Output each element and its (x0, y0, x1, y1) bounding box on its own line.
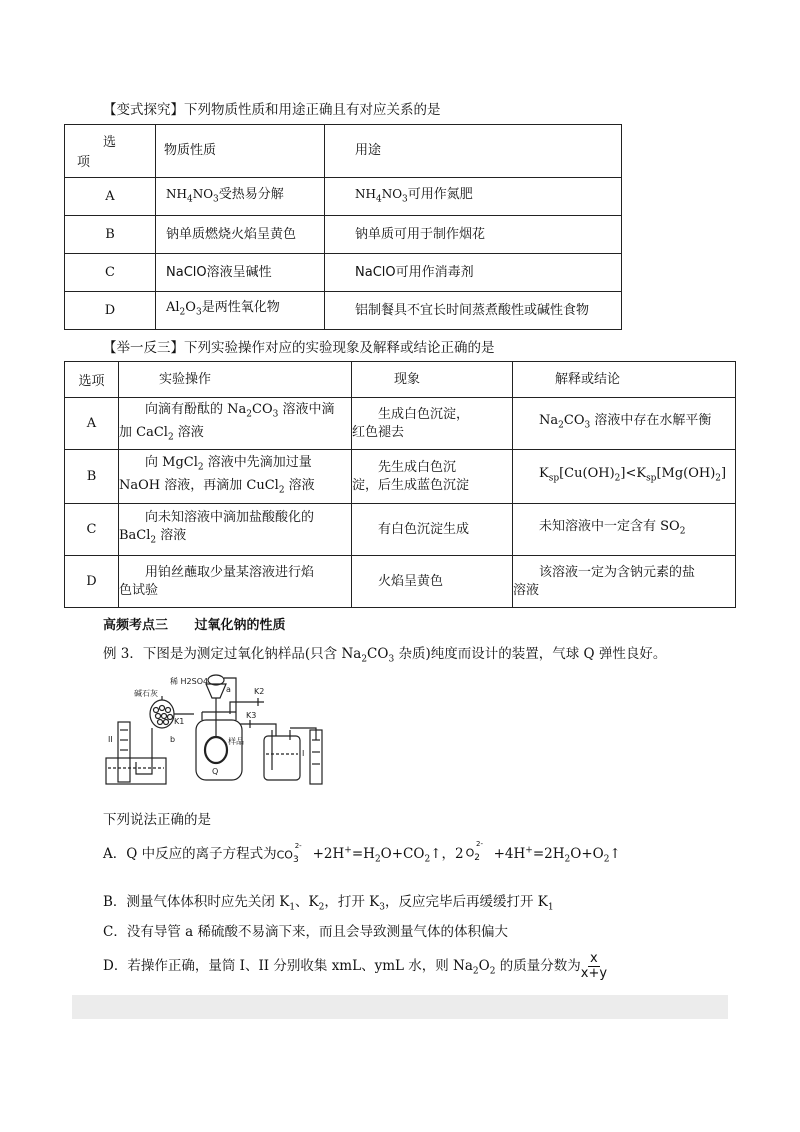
balloon-q (205, 737, 227, 763)
practice-table (64, 361, 736, 608)
option-b: B (65, 450, 119, 504)
label-a: a (226, 685, 231, 694)
example-text: 例 3．下图是为测定过氧化钠样品(只含 $Na_2CO_3$ 杂质)纯度而设计的装置，气球 Q 弹性良好。 (103, 646, 667, 665)
operation-b: 向 MgCl$_2$ 溶液中先滴加过量 NaOH 溶液，再滴加 CuCl$_2$ 溶液 (119, 450, 352, 504)
operation-a: 向滴有酚酞的 $Na_2CO_3$ 溶液中滴 加 CaCl$_2$ 溶液 (119, 398, 352, 450)
table-row (65, 398, 736, 450)
table-row (65, 125, 622, 178)
table-row (65, 292, 622, 330)
phenomenon-c: 有白色沉淀生成 (352, 504, 513, 556)
table-row (65, 556, 736, 608)
conclusion-d: 该溶液一定为含钠元素的盐 溶液 (513, 556, 736, 608)
header-phenomenon: 现象 (352, 362, 513, 398)
property-a: $NH_4NO_3$受热易分解 (156, 178, 325, 216)
option-a: A (65, 398, 119, 450)
variant-heading: 【变式探究】下列物质性质和用途正确且有对应关系的是 (103, 102, 441, 118)
use-a: $NH_4NO_3$可用作氮肥 (325, 178, 622, 216)
option-c: C (65, 504, 119, 556)
label-k2: K2 (254, 687, 265, 696)
operation-d: 用铂丝蘸取少量某溶液进行焰 色试验 (119, 556, 352, 608)
wash-bottle (264, 736, 300, 780)
table-row (65, 216, 622, 254)
property-d: $Al_2O_3$是两性氧化物 (156, 292, 325, 330)
label-k3: K3 (246, 711, 257, 720)
header-operation: 实验操作 (119, 362, 352, 398)
label-soda-lime: 碱石灰 (134, 689, 158, 698)
footer-bar (72, 995, 728, 1019)
conclusion-b: $K_{sp}[Cu(OH)_2]<K_{sp}[Mg(OH)_2]$ (513, 450, 736, 504)
use-b: 钠单质可用于制作烟花 (325, 216, 622, 254)
label-sample: 样品 (228, 737, 244, 746)
label-k1: K1 (174, 717, 185, 726)
option-d: D (65, 556, 119, 608)
option-a: A (65, 178, 156, 216)
conclusion-c: 未知溶液中一定含有 $SO_2$ (513, 504, 736, 556)
acid-funnel (206, 684, 226, 698)
phenomenon-b: 先生成白色沉 淀，后生成蓝色沉淀 (352, 450, 513, 504)
table-row (65, 254, 622, 292)
option-d-text: D．若操作正确，量筒 I、II 分别收集 xmL、ymL 水，则 $Na_2O_2$ 的质量分数为 $\frac{x}{x+y}$ (103, 951, 608, 981)
label-ii: II (108, 735, 113, 744)
section-title: 高频考点三 过氧化钠的性质 (103, 618, 286, 633)
use-c: NaClO可用作消毒剂 (325, 254, 622, 292)
cylinder-ii (118, 722, 130, 782)
conclusion-a: $Na_2CO_3$ 溶液中存在水解平衡 (513, 398, 736, 450)
header-option: 选项 (65, 362, 119, 398)
label-acid: 稀 H2SO4 (170, 677, 209, 686)
header-property: 物质性质 (156, 125, 325, 178)
variant-table (64, 124, 622, 330)
property-b: 钠单质燃烧火焰呈黄色 (156, 216, 325, 254)
option-c-text: C．没有导管 a 稀硫酸不易滴下来，而且会导致测量气体的体积偏大 (103, 924, 508, 940)
label-i: I (302, 749, 305, 758)
apparatus-diagram (104, 670, 354, 788)
question-text: 下列说法正确的是 (103, 812, 211, 828)
reaction-flask (196, 720, 242, 780)
table-row (65, 450, 736, 504)
option-b: B (65, 216, 156, 254)
use-d: 铝制餐具不宜长时间蒸煮酸性或碱性食物 (325, 292, 622, 330)
phenomenon-d: 火焰呈黄色 (352, 556, 513, 608)
phenomenon-a: 生成白色沉淀， 红色褪去 (352, 398, 513, 450)
header-use: 用途 (325, 125, 622, 178)
mass-fraction: $\frac{x}{x+y}$ (580, 951, 608, 981)
practice-heading: 【举一反三】下列实验操作对应的实验现象及解释或结论正确的是 (103, 340, 495, 356)
table-row (65, 362, 736, 398)
operation-c: 向未知溶液中滴加盐酸酸化的 BaCl$_2$ 溶液 (119, 504, 352, 556)
label-b: b (170, 735, 176, 744)
property-c: NaClO溶液呈碱性 (156, 254, 325, 292)
option-a-text: A．Q 中反应的离子方程式为 $CO_3^{2-}$ $+2H^+=H_2O+CO_2↑$，2 $O_2^{2-}$ $+4H^+=2H_2O+O_2↑$ (103, 840, 621, 865)
header-conclusion: 解释或结论 (513, 362, 736, 398)
label-q: Q (212, 767, 219, 776)
option-c: C (65, 254, 156, 292)
table-row (65, 504, 736, 556)
table-row (65, 178, 622, 216)
header-option: 选 项 (65, 125, 156, 178)
option-b-text: B．测量气体体积时应先关闭 $K_1$、$K_2$，打开 $K_3$，反应完毕后再缓缓打开 $K_1$ (103, 894, 554, 913)
option-d: D (65, 292, 156, 330)
